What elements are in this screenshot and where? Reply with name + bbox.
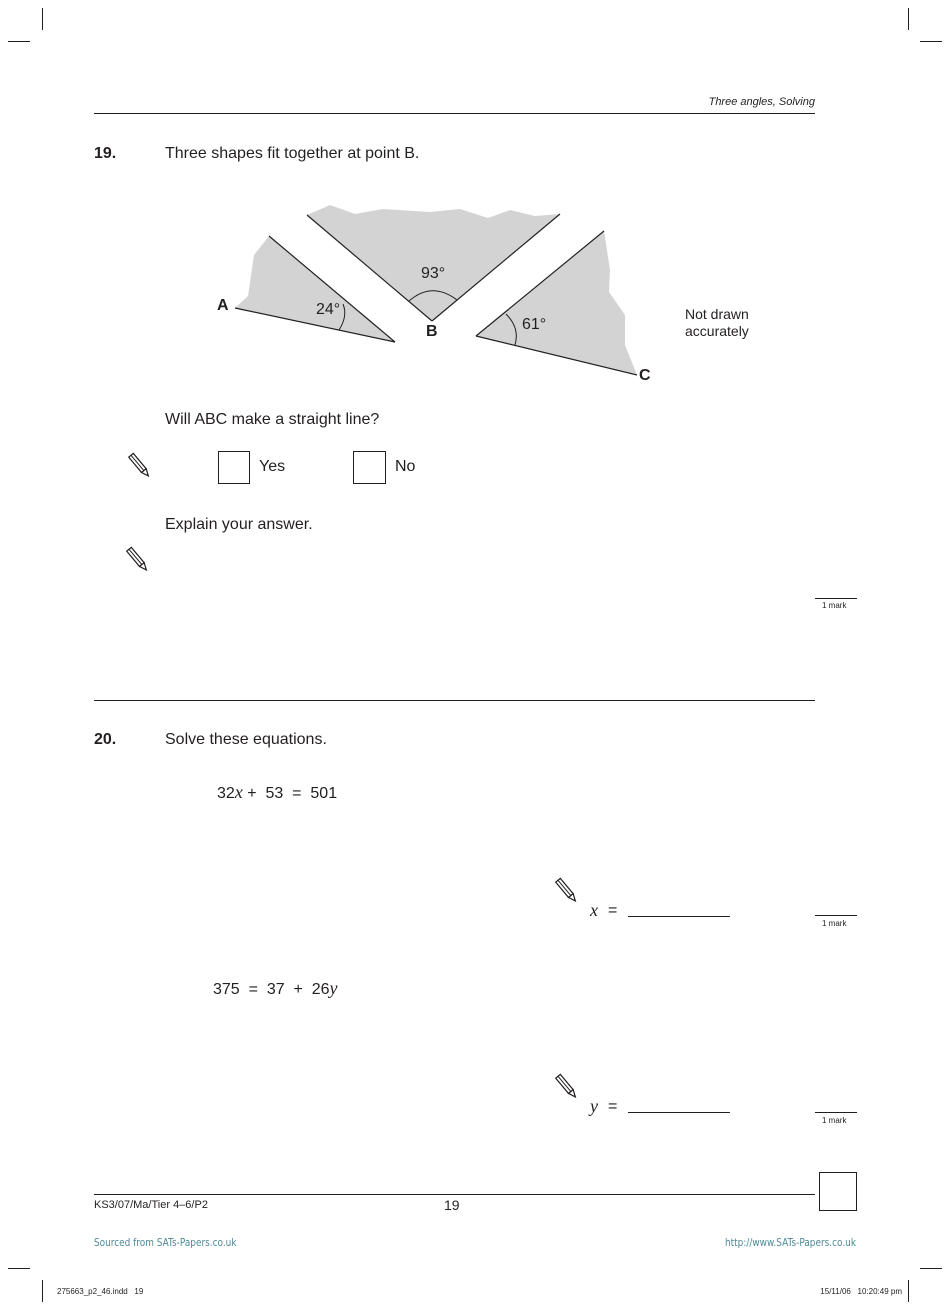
equation-1 bbox=[217, 782, 337, 803]
eq1-right: + 53 = 501 bbox=[242, 785, 338, 802]
not-drawn-note bbox=[685, 306, 749, 340]
no-checkbox[interactable] bbox=[353, 451, 386, 484]
angles-diagram bbox=[0, 0, 950, 420]
page-number: 19 bbox=[444, 1197, 460, 1213]
label-c: C bbox=[639, 367, 651, 384]
answer-x-equals: = bbox=[608, 902, 618, 919]
yes-label: Yes bbox=[259, 458, 286, 475]
crop-mark bbox=[908, 1280, 909, 1302]
section-rule bbox=[94, 700, 815, 701]
answer-x-line[interactable] bbox=[628, 916, 730, 917]
label-a: A bbox=[217, 297, 229, 314]
angle-93: 93° bbox=[421, 265, 446, 282]
mark-rule bbox=[815, 598, 857, 599]
footer-code: KS3/07/Ma/Tier 4–6/P2 bbox=[94, 1199, 208, 1211]
q19-number: 19. bbox=[94, 145, 117, 162]
eq2-var: y bbox=[329, 978, 338, 998]
slug-date: 15/11/06 10:20:49 pm bbox=[820, 1287, 902, 1296]
source-right: http://www.SATs-Papers.co.uk bbox=[725, 1237, 856, 1249]
q20-mark-2: 1 mark bbox=[822, 1116, 847, 1125]
pencil-icon bbox=[128, 451, 152, 481]
answer-y-var: y bbox=[590, 1096, 598, 1116]
angle-24: 24° bbox=[316, 301, 341, 318]
crop-mark bbox=[42, 1280, 43, 1302]
q19-mark: 1 mark bbox=[822, 601, 847, 610]
crop-mark bbox=[920, 1268, 942, 1269]
eq1-left: 32 bbox=[217, 785, 235, 802]
yes-checkbox[interactable] bbox=[218, 451, 250, 484]
pencil-icon bbox=[555, 1072, 579, 1102]
marks-total-box[interactable] bbox=[819, 1172, 857, 1211]
mark-rule bbox=[815, 1112, 857, 1113]
label-b: B bbox=[426, 323, 438, 340]
q20-number: 20. bbox=[94, 731, 117, 748]
q20-text: Solve these equations. bbox=[165, 731, 327, 748]
eq1-var: x bbox=[234, 782, 243, 802]
header-topic: Three angles, Solving bbox=[708, 96, 815, 108]
equation-2 bbox=[213, 978, 338, 999]
answer-y-equals: = bbox=[608, 1098, 618, 1115]
slug-file: 275663_p2_46.indd 19 bbox=[57, 1287, 144, 1296]
no-label: No bbox=[395, 458, 416, 475]
crop-mark bbox=[8, 1268, 30, 1269]
q19-question: Will ABC make a straight line? bbox=[165, 411, 380, 428]
mark-rule bbox=[815, 915, 857, 916]
pencil-icon bbox=[126, 545, 150, 575]
pencil-icon bbox=[555, 876, 579, 906]
note-line-1: Not drawn bbox=[685, 306, 749, 322]
q20-mark-1: 1 mark bbox=[822, 919, 847, 928]
q19-explain: Explain your answer. bbox=[165, 516, 313, 533]
footer-rule bbox=[94, 1194, 815, 1195]
source-left: Sourced from SATs-Papers.co.uk bbox=[94, 1237, 237, 1249]
q19-text: Three shapes fit together at point B. bbox=[165, 145, 420, 162]
note-line-2: accurately bbox=[685, 323, 749, 339]
angle-61: 61° bbox=[522, 316, 547, 333]
eq2-left: 375 = 37 + 26 bbox=[213, 981, 330, 998]
answer-y-line[interactable] bbox=[628, 1112, 730, 1113]
answer-x-var: x bbox=[590, 900, 598, 920]
